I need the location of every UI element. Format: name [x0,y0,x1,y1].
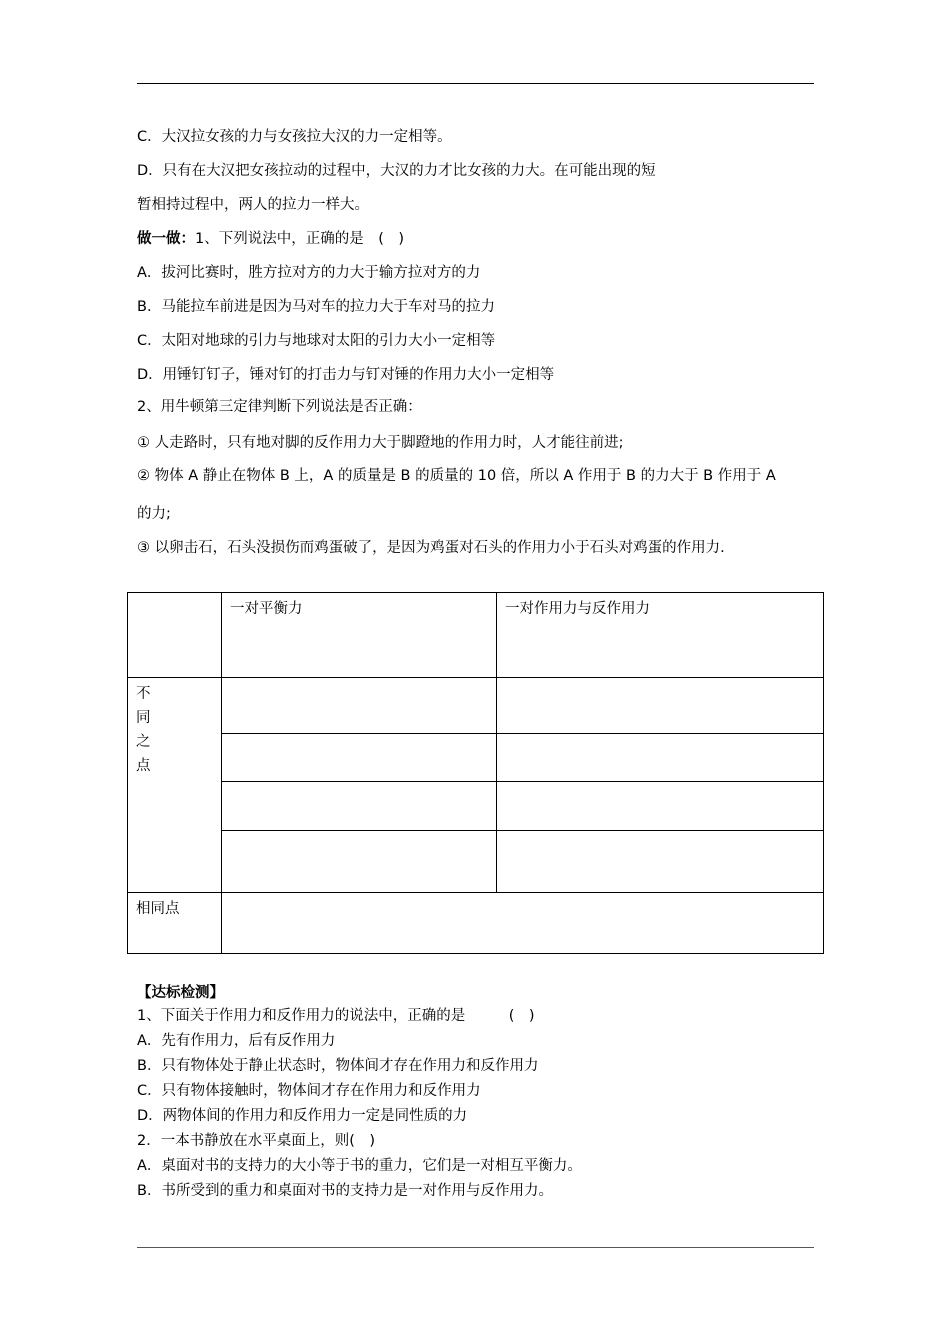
test-q1-option-d: D．两物体间的作用力和反作用力一定是同性质的力 [137,1108,468,1124]
comparison-table [127,592,824,954]
table-row [128,734,824,782]
exercise-label: 做一做： [137,231,195,247]
table-cell [222,831,497,893]
header-rule [137,83,814,84]
q2-prompt: 2、用牛顿第三定律判断下列说法是否正确： [137,399,422,415]
table-same-row [128,893,824,954]
test-q1: 1、下面关于作用力和反作用力的说法中，正确的是 ( ) [137,1008,535,1024]
table-header-row [128,593,824,678]
header-action-reaction: 一对作用力与反作用力 [497,593,824,678]
table-cell [497,678,824,734]
table-cell [497,831,824,893]
diff-label-char: 点 [136,758,151,774]
q2-statement-3: ③ 以卵击石，石头没损伤而鸡蛋破了，是因为鸡蛋对石头的作用力小于石头对鸡蛋的作用力. [137,540,725,556]
same-label-cell: 相同点 [128,893,222,954]
option-c-line: C．大汉拉女孩的力与女孩拉大汉的力一定相等。 [137,129,452,145]
same-content-cell [222,893,824,954]
test-q2: 2．一本书静放在水平桌面上，则( ) [137,1133,376,1149]
option-d-line: D．只有在大汉把女孩拉动的过程中，大汉的力才比女孩的力大。在可能出现的短 [137,163,656,179]
q2-statement-2: ② 物体 A 静止在物体 B 上，A 的质量是 B 的质量的 10 倍，所以 A 作用于 B 的力大于 B 作用于 A [137,468,776,484]
table-cell [497,782,824,831]
exercise-heading [137,229,404,249]
q1-option-c: C．太阳对地球的引力与地球对太阳的引力大小一定相等 [137,333,496,349]
test-q1-option-c: C．只有物体接触时，物体间才存在作用力和反作用力 [137,1083,481,1099]
table-row [128,831,824,893]
test-q1-option-a: A．先有作用力，后有反作用力 [137,1033,336,1049]
q1-option-b: B．马能拉车前进是因为马对车的拉力大于车对马的拉力 [137,299,495,315]
diff-label-char: 之 [136,734,151,750]
q1-option-a: A．拔河比赛时，胜方拉对方的力大于输方拉对方的力 [137,265,481,281]
header-balance-forces: 一对平衡力 [222,593,497,678]
test-q2-option-a: A．桌面对书的支持力的大小等于书的重力，它们是一对相互平衡力。 [137,1158,582,1174]
diff-label-char: 同 [136,710,151,726]
table-corner-cell [128,593,222,678]
table-cell [222,782,497,831]
table-row [128,678,824,734]
diff-label-char: 不 [136,686,151,702]
test-heading: 【达标检测】 [137,985,224,1001]
table-cell [497,734,824,782]
diff-label-cell [128,678,222,893]
footer-rule [137,1247,814,1248]
table-row [128,782,824,831]
table-cell [222,678,497,734]
q1-option-d: D．用锤钉钉子，锤对钉的打击力与钉对锤的作用力大小一定相等 [137,367,555,383]
q2-statement-1: ① 人走路时，只有地对脚的反作用力大于脚蹬地的作用力时，人才能往前进; [137,435,624,451]
q2-statement-2-cont: 的力; [137,506,171,522]
table-cell [222,734,497,782]
exercise-q1: 1、下列说法中，正确的是 ( ) [195,231,405,247]
option-d-continuation: 暂相持过程中，两人的拉力一样大。 [137,197,369,213]
test-q2-option-b: B．书所受到的重力和桌面对书的支持力是一对作用与反作用力。 [137,1183,553,1199]
test-q1-option-b: B．只有物体处于静止状态时，物体间才存在作用力和反作用力 [137,1058,539,1074]
